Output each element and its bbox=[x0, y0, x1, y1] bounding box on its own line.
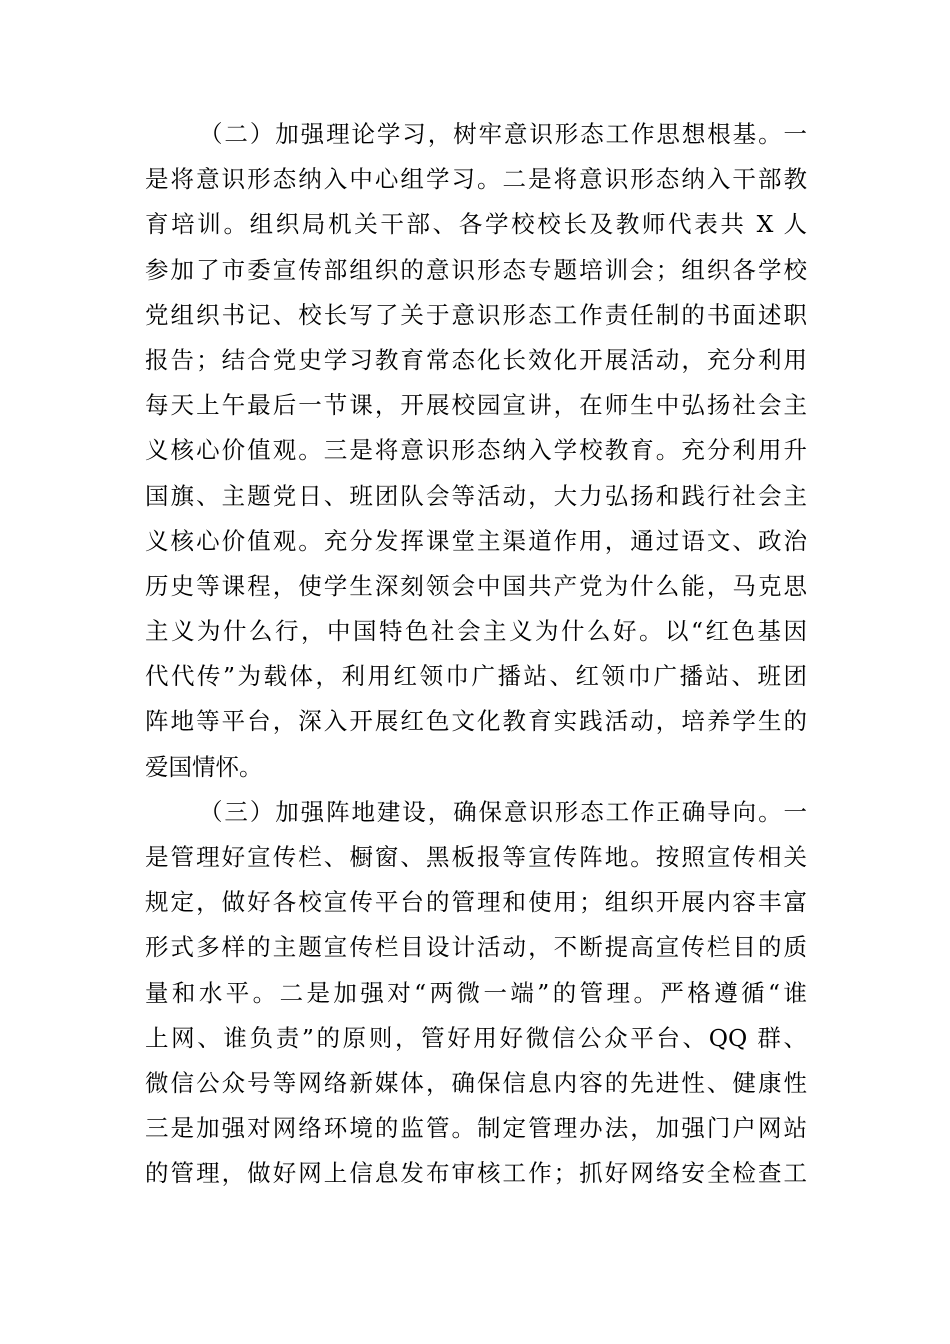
paragraph-line: 规定，做好各校宣传平台的管理和使用；组织开展内容丰富 bbox=[145, 888, 807, 917]
paragraph-line: 义核心价值观。充分发挥课堂主渠道作用，通过语文、政治 bbox=[145, 526, 807, 555]
paragraph-line: 是管理好宣传栏、橱窗、黑板报等宣传阵地。按照宣传相关 bbox=[145, 843, 807, 871]
paragraph-line: 每天上午最后一节课，开展校园宣讲，在师生中弘扬社会主 bbox=[145, 391, 807, 420]
paragraph-line: 爱国情怀。 bbox=[145, 752, 263, 781]
paragraph-line: 主义为什么行，中国特色社会主义为什么好。以“红色基因 bbox=[145, 617, 807, 646]
paragraph-line: 量和水平。二是加强对“两微一端”的管理。严格遵循“谁 bbox=[145, 978, 807, 1007]
paragraph-line: 上网、谁负责”的原则，管好用好微信公众平台、QQ 群、 bbox=[145, 1023, 807, 1052]
paragraph-line: （二）加强理论学习，树牢意识形态工作思想根基。一 bbox=[199, 120, 807, 148]
paragraph-line: 国旗、主题党日、班团队会等活动，大力弘扬和践行社会主 bbox=[145, 481, 807, 510]
paragraph-section-3 bbox=[145, 790, 807, 1197]
paragraph-line: （三）加强阵地建设，确保意识形态工作正确导向。一 bbox=[199, 797, 807, 826]
paragraph-line: 是将意识形态纳入中心组学习。二是将意识形态纳入干部教 bbox=[145, 165, 807, 194]
paragraph-line: 阵地等平台，深入开展红色文化教育实践活动，培养学生的 bbox=[145, 707, 807, 736]
paragraph-line: 三是加强对网络环境的监管。制定管理办法，加强门户网站 bbox=[145, 1114, 807, 1143]
paragraph-line: 义核心价值观。三是将意识形态纳入学校教育。充分利用升 bbox=[145, 436, 807, 465]
paragraph-line: 历史等课程，使学生深刻领会中国共产党为什么能，马克思 bbox=[145, 571, 807, 600]
paragraph-line: 形式多样的主题宣传栏目设计活动，不断提高宣传栏目的质 bbox=[145, 933, 807, 962]
paragraph-line: 微信公众号等网络新媒体，确保信息内容的先进性、健康性 bbox=[145, 1068, 807, 1097]
paragraph-section-2 bbox=[145, 112, 807, 790]
paragraph-line: 参加了市委宣传部组织的意识形态专题培训会；组织各学校 bbox=[145, 255, 807, 284]
paragraph-line: 报告；结合党史学习教育常态化长效化开展活动，充分利用 bbox=[145, 345, 807, 374]
paragraph-line: 的管理，做好网上信息发布审核工作；抓好网络安全检查工 bbox=[145, 1159, 807, 1188]
document-body bbox=[145, 112, 807, 1197]
paragraph-line: 代代传”为载体，利用红领巾广播站、红领巾广播站、班团 bbox=[145, 662, 807, 691]
paragraph-line: 育培训。组织局机关干部、各学校校长及教师代表共 X 人 bbox=[145, 210, 807, 239]
paragraph-line: 党组织书记、校长写了关于意识形态工作责任制的书面述职 bbox=[145, 300, 807, 329]
